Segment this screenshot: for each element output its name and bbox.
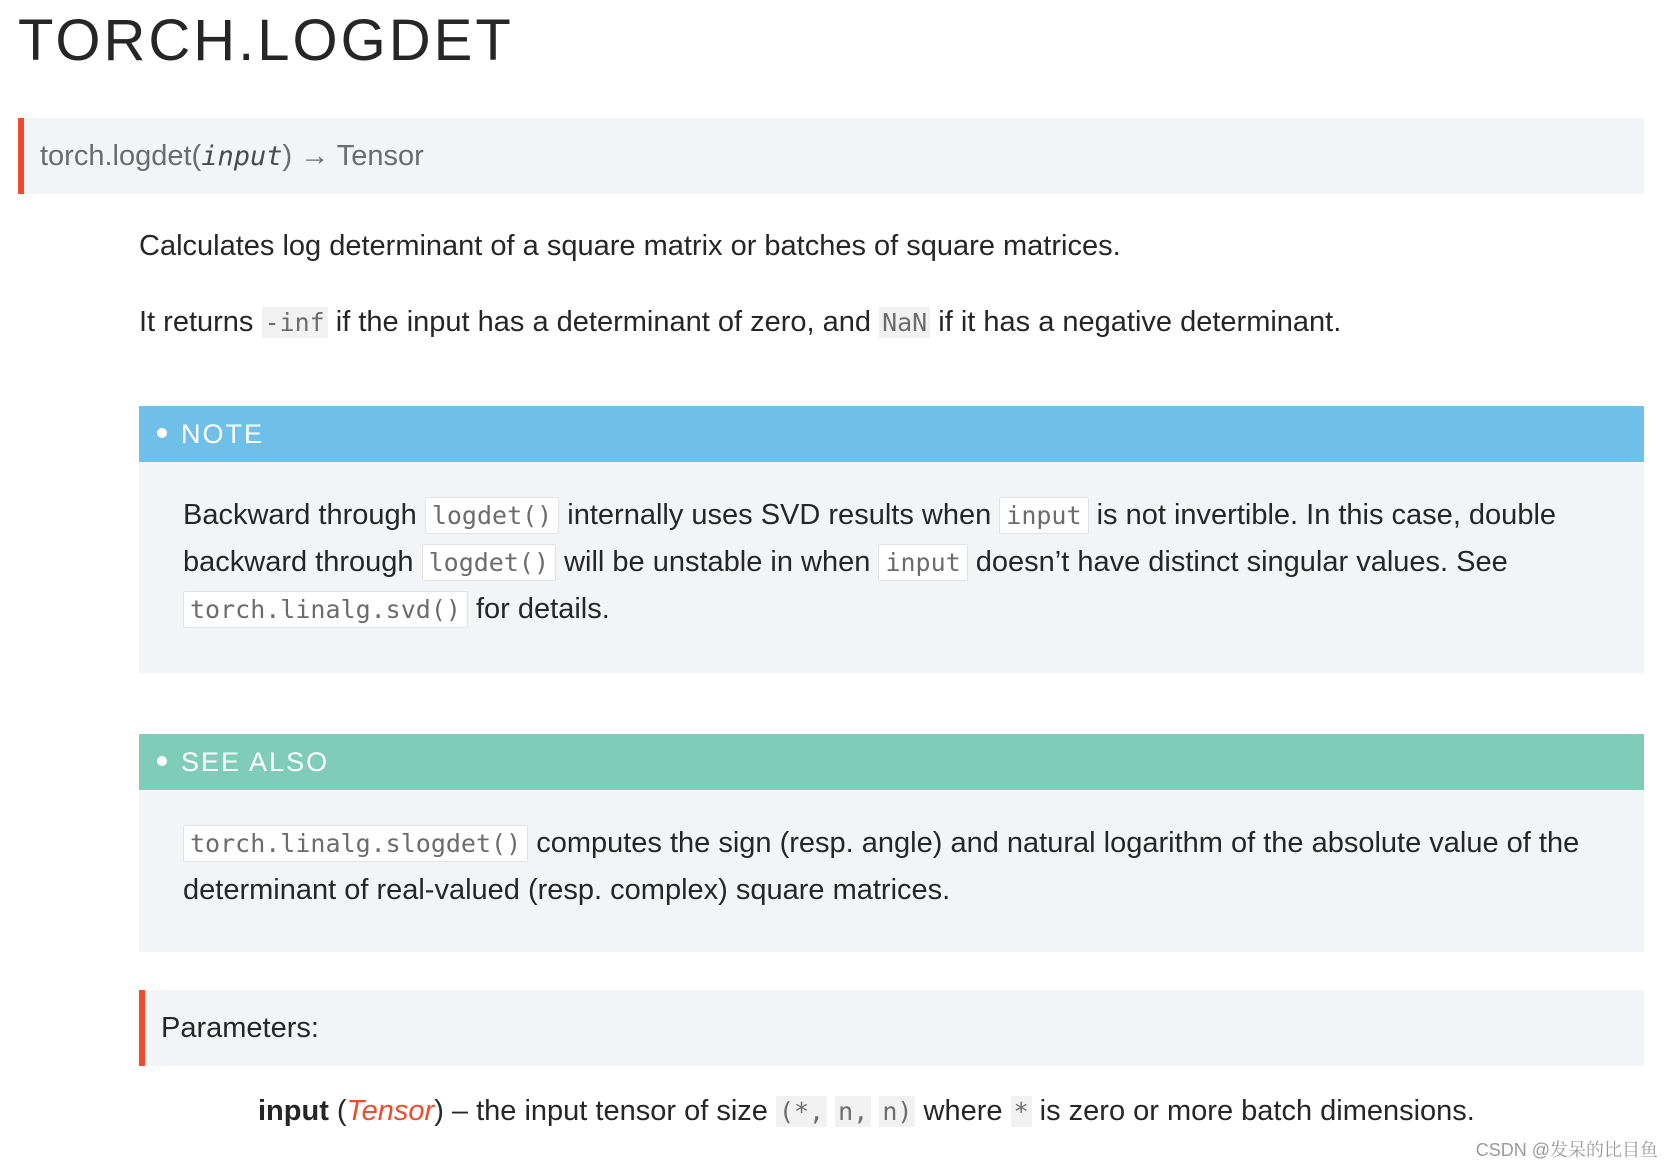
code-size-n: n,: [835, 1096, 871, 1127]
see-also-label: SEE ALSO: [181, 747, 330, 777]
note-header: [139, 406, 1644, 462]
close-paren: ): [282, 140, 293, 172]
bullet-icon: [157, 428, 167, 438]
return-type: Tensor: [336, 140, 424, 172]
intro-paragraph: Calculates log determinant of a square matrix or batches of square matrices.: [139, 230, 1121, 262]
arrow-icon: →: [300, 140, 330, 172]
bullet-icon: [157, 756, 167, 766]
note-admonition: [139, 406, 1644, 673]
param-input-description: input (Tensor) – the input tensor of size (*, n, n) where * is zero or more batch dimensions.: [258, 1095, 1475, 1127]
note-body: Backward through logdet() internally uses SVD results when input is not invertible. In this case, double backward through logdet() will be unstable in when input doesn’t have distinct singular values. See torch.linalg.svd() for details.: [139, 462, 1644, 665]
link-logdet[interactable]: logdet(): [425, 497, 559, 534]
see-also-header: [139, 734, 1644, 790]
watermark: CSDN @发呆的比目鱼: [1475, 1140, 1658, 1160]
function-name: torch.logdet: [40, 140, 192, 172]
param-input: input: [201, 141, 283, 172]
note-label: NOTE: [181, 419, 265, 449]
code-neg-inf: -inf: [262, 307, 328, 338]
code-nan: NaN: [879, 307, 930, 338]
code-star: *: [1011, 1096, 1032, 1127]
code-size-n-close: n): [879, 1096, 915, 1127]
see-also-admonition: [139, 734, 1644, 952]
open-paren: (: [191, 140, 202, 172]
link-torch-linalg-svd[interactable]: torch.linalg.svd(): [183, 591, 468, 628]
link-tensor[interactable]: Tensor: [346, 1095, 435, 1127]
link-logdet[interactable]: logdet(): [422, 544, 556, 581]
returns-paragraph: It returns -inf if the input has a determinant of zero, and NaN if it has a negative determinant.: [139, 306, 1342, 338]
see-also-body: torch.linalg.slogdet() computes the sign (resp. angle) and natural logarithm of the absolute value of the determinant of real-valued (resp. complex) square matrices.: [183, 827, 1580, 906]
parameters-heading: Parameters:: [139, 990, 1644, 1066]
code-size-star: (*,: [776, 1096, 827, 1127]
link-torch-linalg-slogdet[interactable]: torch.linalg.slogdet(): [183, 825, 528, 862]
page-title: TORCH.LOGDET: [18, 8, 514, 73]
param-name: input: [258, 1095, 329, 1127]
code-input: input: [999, 497, 1088, 534]
function-signature: [18, 118, 1644, 194]
code-input: input: [878, 544, 967, 581]
